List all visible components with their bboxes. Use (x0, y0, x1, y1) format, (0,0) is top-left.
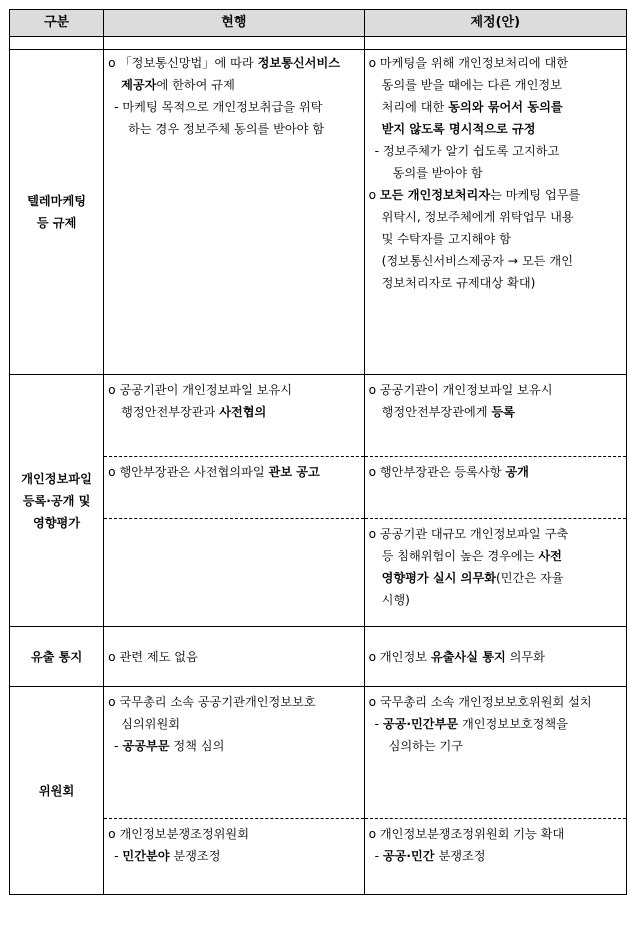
text-line: 동의를 받을 때에는 다른 개인정보 (381, 78, 562, 92)
text-line: 행정안전부장관과 사전협의 (121, 405, 267, 419)
text-line: o 마케팅을 위해 개인정보처리에 대한 (368, 56, 569, 70)
current-registration-1 (104, 375, 364, 457)
text-line: - 공공·민간부문 개인정보보호정책을 (374, 717, 568, 731)
text-line: 위탁시, 정보주체에게 위탁업무 내용 (381, 210, 574, 224)
text-line: 하는 경우 정보주체 동의를 받아야 함 (128, 122, 325, 136)
text-line: o 공공기관이 개인정보파일 보유시 (108, 383, 293, 397)
current-registration-3 (104, 519, 364, 627)
current-telemarketing (104, 50, 364, 375)
text-line: 정보처리자로 규제대상 확대) (381, 276, 536, 290)
text-line: o 국무총리 소속 개인정보보호위원회 설치 (368, 695, 592, 709)
text-line: 받지 않도록 명시적으로 규정 (381, 122, 536, 136)
text-line: o 개인정보 유출사실 통지 의무화 (368, 649, 545, 664)
category-leak: 유출 통지 (10, 627, 104, 687)
current-registration-2 (104, 457, 364, 519)
comparison-table (9, 9, 627, 895)
text-line: o 공공기관 대규모 개인정보파일 구축 (368, 527, 569, 541)
proposed-registration-3 (364, 519, 626, 627)
header-proposed: 제정(안) (364, 10, 626, 37)
text-line: o 행안부장관은 사전협의파일 관보 공고 (108, 465, 320, 479)
text-line: 시행) (381, 593, 410, 607)
header-category: 구분 (10, 10, 104, 37)
row-leak (10, 627, 627, 687)
proposed-registration-1 (364, 375, 626, 457)
header-row (10, 10, 627, 37)
text-line: o 「정보통신망법」에 따라 정보통신서비스 (108, 56, 340, 70)
text-line: 심의위원회 (121, 717, 181, 731)
text-line: 영향평가 실시 의무화(민간은 자율 (381, 571, 564, 585)
text-line: o 모든 개인정보처리자는 마케팅 업무를 (368, 188, 581, 202)
proposed-committee-1 (364, 687, 626, 819)
text-line: o 개인정보분쟁조정위원회 (108, 827, 249, 841)
text-line: o 행안부장관은 등록사항 공개 (368, 465, 529, 479)
text-line: - 정보주체가 알기 쉽도록 고지하고 (374, 144, 560, 158)
text-line: (정보통신서비스제공자 → 모든 개인 (381, 254, 573, 268)
spacer-row (10, 37, 627, 50)
text-line: - 공공부문 정책 심의 (114, 739, 225, 753)
proposed-telemarketing (364, 50, 626, 375)
text-line: o 공공기관이 개인정보파일 보유시 (368, 383, 553, 397)
proposed-leak (364, 627, 626, 687)
text-line: - 공공·민간 분쟁조정 (374, 849, 486, 863)
text-line: 행정안전부장관에게 등록 (381, 405, 515, 419)
text-line: o 개인정보분쟁조정위원회 기능 확대 (368, 827, 565, 841)
category-telemarketing: 텔레마케팅 등 규제 (10, 50, 104, 375)
row-registration-1 (10, 375, 627, 457)
proposed-registration-2 (364, 457, 626, 519)
category-registration: 개인정보파일 등록·공개 및 영향평가 (10, 375, 104, 627)
current-leak (104, 627, 364, 687)
text-line: - 마케팅 목적으로 개인정보취급을 위탁 (114, 100, 323, 114)
text-line: 제공자에 한하여 규제 (121, 78, 235, 92)
proposed-committee-2 (364, 819, 626, 895)
text-line: o 관련 제도 없음 (108, 649, 198, 664)
text-line: 동의를 받아야 함 (392, 166, 483, 180)
row-telemarketing (10, 50, 627, 375)
text-line: o 국무총리 소속 공공기관개인정보보호 (108, 695, 316, 709)
current-committee-2 (104, 819, 364, 895)
current-committee-1 (104, 687, 364, 819)
row-committee-1 (10, 687, 627, 819)
text-line: 심의하는 기구 (388, 739, 464, 753)
text-line: 등 침해위험이 높은 경우에는 사전 (381, 549, 562, 563)
text-line: - 민간분야 분쟁조정 (114, 849, 221, 863)
text-line: 처리에 대한 동의와 묶어서 동의를 (381, 100, 563, 114)
category-committee: 위원회 (10, 687, 104, 895)
text-line: 및 수탁자를 고지해야 함 (381, 232, 511, 246)
header-current: 현행 (104, 10, 364, 37)
